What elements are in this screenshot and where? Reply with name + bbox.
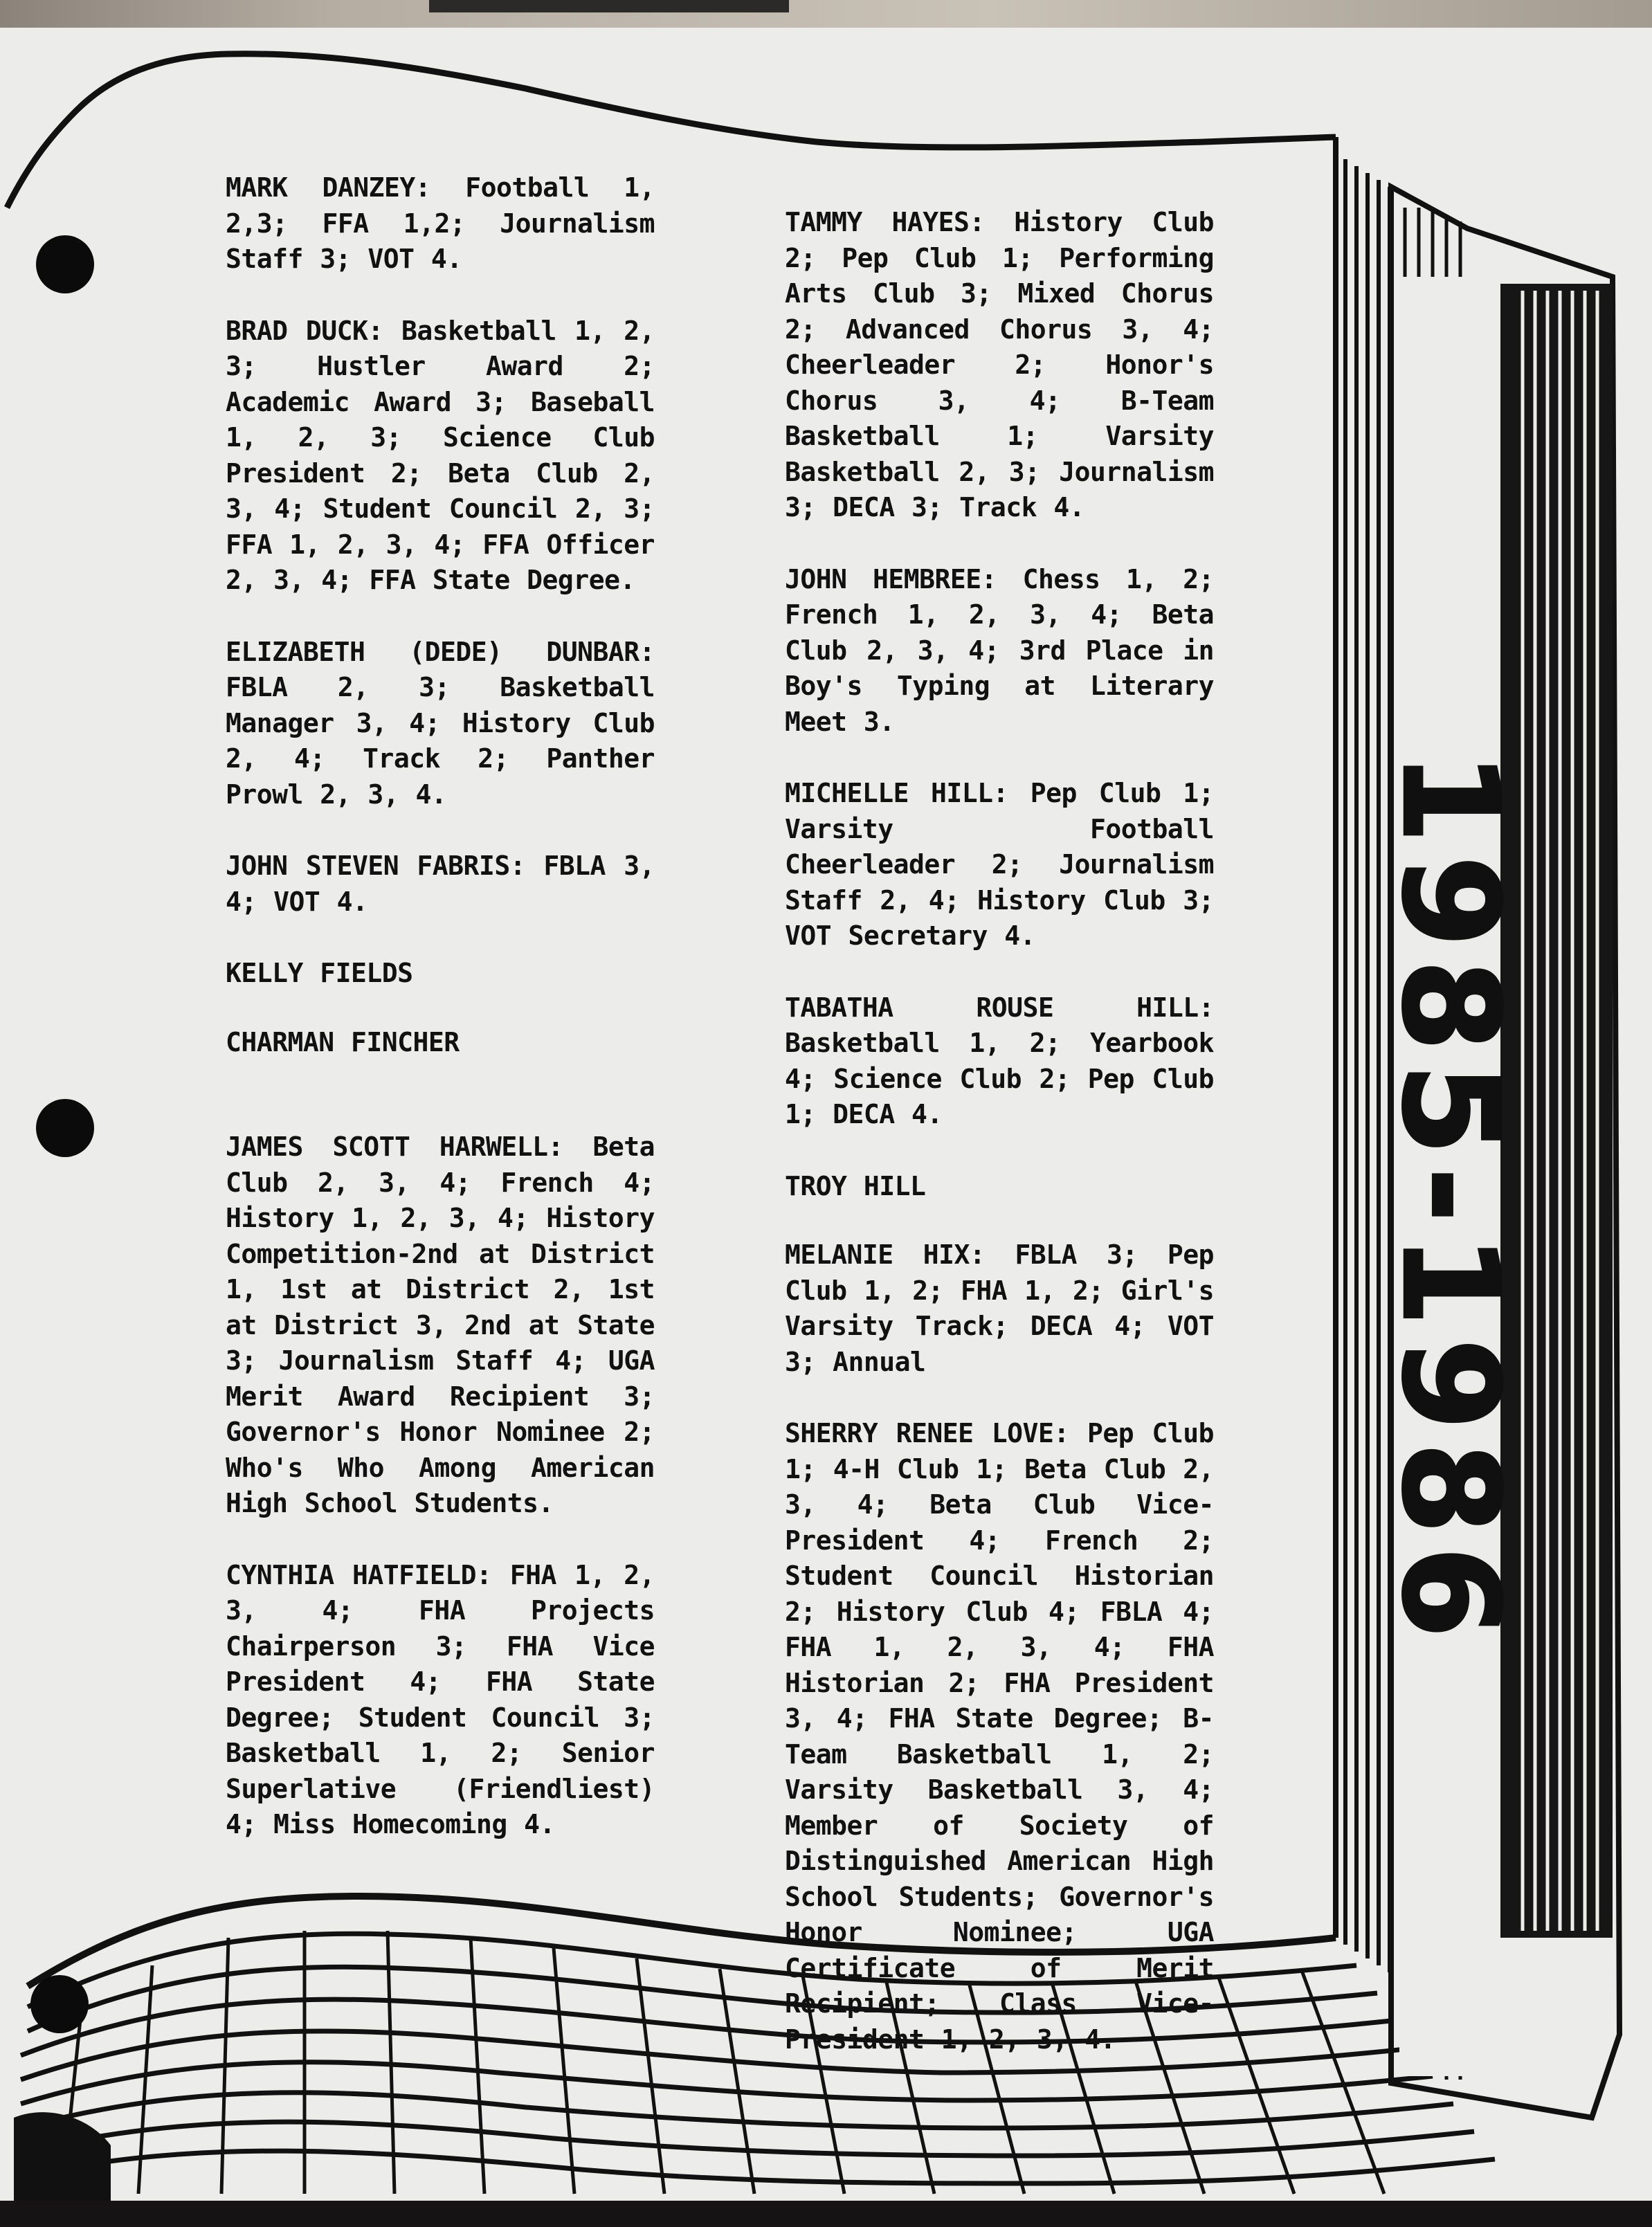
student-entry: BRAD DUCK: Basketball 1, 2, 3; Hustler Award 2; Academic Award 3; Baseball 1, 2, 3; Science Club President 2; Beta Club 2, 3, 4; Student Council 2, 3; FFA 1, 2, 3, 4; FFA Officer 2, 3, 4; FFA State Degree.	[226, 315, 655, 595]
student-entry: TROY HILL	[785, 1170, 926, 1201]
student-entry: TABATHA ROUSE HILL: Basketball 1, 2; Yearbook 4; Science Club 2; Pep Club 1; DECA 4.	[785, 992, 1214, 1129]
student-entry: KELLY FIELDS	[226, 958, 413, 988]
student-entry: MELANIE HIX: FBLA 3; Pep Club 1, 2; FHA 1, 2; Girl's Varsity Track; DECA 4; VOT 3; Annual	[785, 1239, 1214, 1377]
left-column	[226, 170, 655, 1879]
right-column	[785, 205, 1214, 2093]
student-entry: CYNTHIA HATFIELD: FHA 1, 2, 3, 4; FHA Projects Chairperson 3; FHA Vice President 4; FHA State Degree; Student Council 3; Basketball 1, 2; Senior Superlative (Friendliest) 4; Miss Homecoming 4.	[226, 1559, 655, 1839]
student-entry: JOHN HEMBREE: Chess 1, 2; French 1, 2, 3, 4; Beta Club 2, 3, 4; 3rd Place in Boy's Typing at Literary Meet 3.	[785, 563, 1214, 737]
year-label	[1373, 346, 1527, 2055]
binder-hole	[30, 1975, 89, 2033]
student-entry: CHARMAN FINCHER	[226, 1026, 460, 1057]
year-text: 1985-1986	[1373, 751, 1527, 1651]
binder-hole	[36, 1099, 94, 1157]
scan-bottom-edge	[0, 2201, 1652, 2227]
binder-hole	[36, 235, 94, 293]
student-entry: JOHN STEVEN FABRIS: FBLA 3, 4; VOT 4.	[226, 851, 655, 917]
student-entry: ELIZABETH (DEDE) DUNBAR: FBLA 2, 3; Basketball Manager 3, 4; History Club 2, 4; Track 2; Panther Prowl 2, 3, 4.	[226, 636, 655, 810]
student-entry: MARK DANZEY: Football 1, 2,3; FFA 1,2; Journalism Staff 3; VOT 4.	[226, 172, 655, 274]
student-entry: MICHELLE HILL: Pep Club 1; Varsity Football Cheerleader 2; Journalism Staff 2, 4; History Club 3; VOT Secretary 4.	[785, 778, 1214, 951]
student-entry: JAMES SCOTT HARWELL: Beta Club 2, 3, 4; French 4; History 1, 2, 3, 4; History Competition-2nd at District 1, 1st at District 2, 1st at District 3, 2nd at State 3; Journalism Staff 4; UGA Merit Award Recipient 3; Governor's Honor Nominee 2; Who's Who Among American High School Students.	[226, 1131, 655, 1518]
student-entry: TAMMY HAYES: History Club 2; Pep Club 1; Performing Arts Club 3; Mixed Chorus 2; Advanced Chorus 3, 4; Cheerleader 2; Honor's Chorus 3, 4; B-Team Basketball 1; Varsity Basketball 2, 3; Journalism 3; DECA 3; Track 4.	[785, 207, 1214, 522]
student-entry: SHERRY RENEE LOVE: Pep Club 1; 4-H Club 1; Beta Club 2, 3, 4; Beta Club Vice-President 4; French 2; Student Council Historian 2; History Club 4; FBLA 4; FHA 1, 2, 3, 4; FHA Historian 2; FHA President 3, 4; FHA State Degree; B-Team Basketball 1, 2; Varsity Basketball 3, 4; Member of Society of Distinguished American High School Students; Governor's Honor Nominee; UGA Certificate of Merit Recipient; Class Vice-President 1, 2, 3, 4.	[785, 1418, 1214, 2055]
